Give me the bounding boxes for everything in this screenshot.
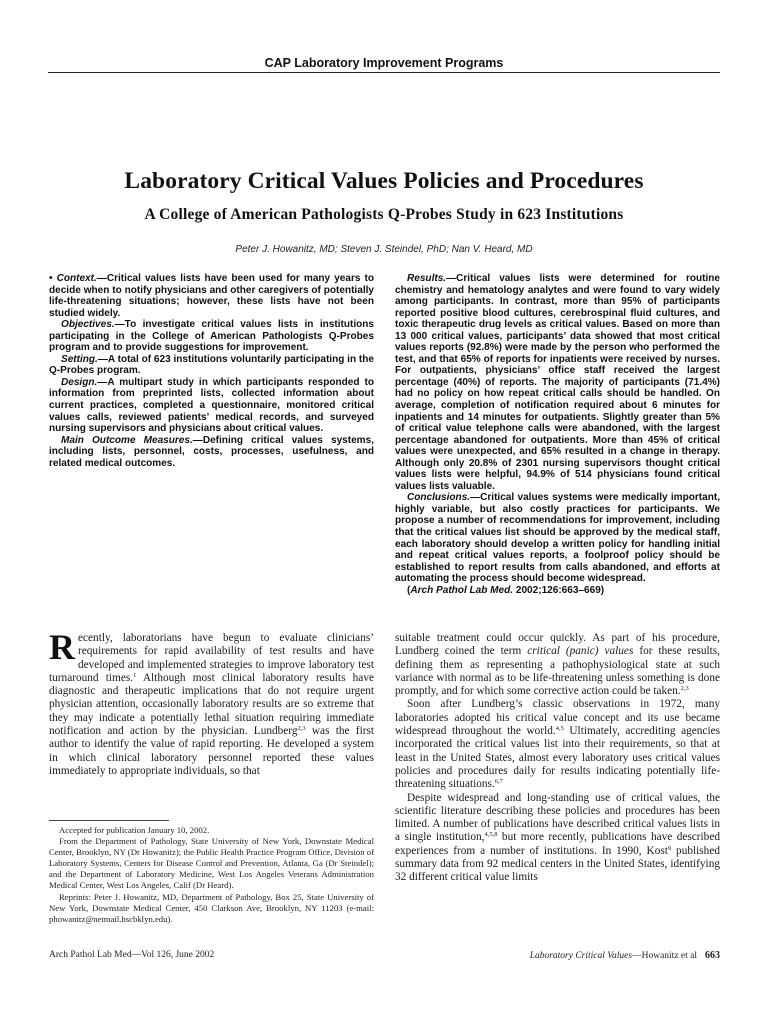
ref-sup: 2,3 bbox=[680, 685, 689, 693]
ref-sup: 4,5,8 bbox=[484, 831, 498, 839]
abstract-column-left bbox=[49, 273, 374, 469]
setting-label: Setting. bbox=[61, 353, 98, 365]
conclusions-label: Conclusions. bbox=[407, 492, 471, 504]
measures-text: —Defining critical values systems, including lists, personnel, costs, processes, usefulness, and related medical outcomes. bbox=[49, 434, 374, 469]
body-paragraph-1-text: was the first author to identify the value of rapid reporting. He developed a system in which clinical laboratory personnel reported these values immediately to appropriate individuals, so that bbox=[49, 725, 374, 777]
author-list: Peter J. Howanitz, MD; Steven J. Steindel, PhD; Nan V. Heard, MD bbox=[235, 244, 533, 255]
abstract-citation: (Arch Pathol Lab Med. 2002;126:663–669) bbox=[407, 584, 605, 596]
context-label: Context. bbox=[56, 273, 97, 284]
body-column-left bbox=[49, 627, 374, 778]
objectives-text: —To investigate critical values lists in institutions participating in the College of American Pathologists Q-Probes program and to provide suggestions for improvement. bbox=[49, 319, 374, 354]
article-title: Laboratory Critical Values Policies and Procedures bbox=[124, 168, 644, 194]
footer-journal-issue: Arch Pathol Lab Med—Vol 126, June 2002 bbox=[49, 950, 215, 960]
design-label: Design. bbox=[61, 376, 98, 388]
footnotes bbox=[49, 825, 374, 925]
footnote-rule bbox=[49, 820, 169, 821]
running-header: CAP Laboratory Improvement Programs bbox=[264, 56, 504, 70]
abstract-conclusions bbox=[395, 492, 720, 584]
ref-sup: 9 bbox=[667, 844, 672, 852]
citation-rest: 2002;126:663–669) bbox=[513, 584, 605, 596]
body-column-right bbox=[395, 632, 720, 885]
page-footer bbox=[49, 950, 720, 964]
body-paragraph-3: Despite widespread and long-standing use of critical values, the scientific literature describing these policies and procedures has been limited. A number of publications have described critical values lists in a single institution,$^{4,5,8}$ but more recently, publications have described experiences from a number of institutions. In 1990, Kost$^9$ published summary data from 92 medical centers in the United States, identifying 32 different critical value limits bbox=[395, 791, 720, 884]
results-label: Results. bbox=[407, 273, 447, 284]
footnote-reprints: Reprints: Peter J. Howanitz, MD, Department of Pathology, Box 25, State University of New York, Downstate Medical Center, 450 Clarkson Ave, Brooklyn, NY 11203 (e-mail: phowanitz@netmail.hscbklyn.edu). bbox=[49, 891, 374, 924]
abstract-objectives bbox=[49, 319, 374, 354]
abstract-results bbox=[395, 273, 720, 492]
page-number: 663 bbox=[705, 950, 720, 961]
ref-sup: 1 bbox=[133, 671, 137, 679]
results-text: —Critical values lists were determined for routine chemistry and hematology analytes and were found to vary widely among participants. In contrast, more than 95% of participants reported positive blood cultures, cerebrospinal fluid cultures, and toxic therapeutic drug levels as critical values. Based on more than 13 000 critical values, participants’ data showed that most critical values reports (92.8%) were made by the person who performed the test, and that 65% of reports for inpatients were received by nurses. For outpatients, physicians’ office staff received the largest percentage (40%) of reports. The majority of participants (71.4%) had no policy on how repeat critical calls should be handled. On average, completion of notification required about 6 minutes for inpatients and 14 minutes for outpatients. Slightly greater than 5% of critical value telephone calls were abandoned, with the largest percentage abandoned for outpatients. More than 45% of critical values were unexpected, and 65% resulted in a change in therapy. Although only 20.8% of 2301 nursing supervisors thought critical values lists were helpful, 94.9% of 514 physicians found critical values lists valuable. bbox=[395, 273, 720, 492]
footer-running-title: Laboratory Critical Values—Howanitz et al 663 bbox=[529, 950, 720, 961]
term-critical-values: critical (panic) values bbox=[527, 645, 634, 658]
measures-label: Main Outcome Measures. bbox=[61, 434, 193, 446]
design-text: —A multipart study in which participants responded to information from preprinted lists, collected information about current practices, completed a questionnaire, monitored critical values calls, reviewed patients’ medical records, and surveyed nursing supervisors and physicians about critical values. bbox=[49, 376, 374, 435]
objectives-label: Objectives. bbox=[61, 319, 115, 331]
conclusions-text: —Critical values systems were medically important, highly variable, but also costly practices for participants. We propose a number of recommendations for improvement, including that the critical values list should be approved by the medical staff, each laboratory should develop a written policy for handling initial and repeat critical values reports, a foolproof policy should be established to report results from calls abandoned, and efforts at automating the process should become widespread. bbox=[395, 492, 720, 585]
header-rule bbox=[48, 72, 720, 73]
body-paragraph-1-cont: suitable treatment could occur quickly. As part of his procedure, Lundberg coined the term critical (panic) values for these results, defining them as representing a pathophysiological state at such variance with normal as to be life-threatening unless something is done promptly, and for which some corrective action could be taken.$^{2,3}$ bbox=[395, 632, 720, 698]
article-subtitle: A College of American Pathologists Q-Probes Study in 623 Institutions bbox=[144, 206, 624, 223]
context-text: —Critical values lists have been used for many years to decide when to notify physicians and other caregivers of potentially life-threatening situations; however, these lists have not been studied widely. bbox=[49, 273, 374, 319]
abstract-setting bbox=[49, 354, 374, 377]
bullet-icon: • bbox=[49, 273, 53, 284]
abstract-column-right bbox=[395, 273, 720, 596]
abstract-design bbox=[49, 377, 374, 435]
ref-sup: 6,7 bbox=[494, 778, 503, 786]
body-paragraph-2: Soon after Lundberg’s classic observations in 1972, many laboratories adopted his critical value concept and its use became widespread throughout the world.$^{4,5}$ Ultimately, accrediting agencies incorporated the critical values list into their requirements, so that at least in the United States, almost every laboratory uses critical values policies and procedures daily for results indicating potentially life-threatening situations.$^{6,7}$ bbox=[395, 698, 720, 791]
citation-journal: Arch Pathol Lab Med. bbox=[410, 584, 514, 596]
abstract-measures bbox=[49, 435, 374, 470]
body-paragraph-1-cont-text: suitable treatment could occur quickly. As part of his procedure, Lundberg coined the term bbox=[395, 632, 720, 658]
footnote-affiliations: From the Department of Pathology, State University of New York, Downstate Medical Center, Brooklyn, NY (Dr Howanitz); the Public Health Practice Program Office, Division of Laboratory Systems, Centers for Disease Control and Prevention, Atlanta, Ga (Dr Steindel); and the Department of Laboratory Medicine, West Los Angeles Veterans Administration Medical Center, West Los Angeles, Calif (Dr Heard). bbox=[49, 836, 374, 891]
ref-sup: 4,5 bbox=[555, 725, 564, 733]
drop-cap: R bbox=[49, 627, 75, 667]
abstract-context bbox=[49, 273, 374, 319]
ref-sup: 2,3 bbox=[297, 725, 306, 733]
footnote-accepted: Accepted for publication January 10, 2002. bbox=[59, 825, 210, 835]
setting-text: —A total of 623 institutions voluntarily participating in the Q-Probes program. bbox=[49, 353, 374, 377]
body-paragraph-1: Recently, laboratorians have begun to evaluate clinicians’ requirements for rapid availability of test results and have developed and implemented strategies to improve laboratory test turnaround times.$^1$ Although most clinical laboratory results have diagnostic and therapeutic implications that do not require urgent physician attention, occasionally laboratory results are so extreme that they may indicate a potentially lethal situation requiring immediate notification and action by the physician. Lundberg$^{2,3}$ was the first author to identify the value of rapid reporting. He developed a system in which clinical laboratory personnel reported these values immediately to appropriate individuals, so that bbox=[49, 627, 374, 777]
